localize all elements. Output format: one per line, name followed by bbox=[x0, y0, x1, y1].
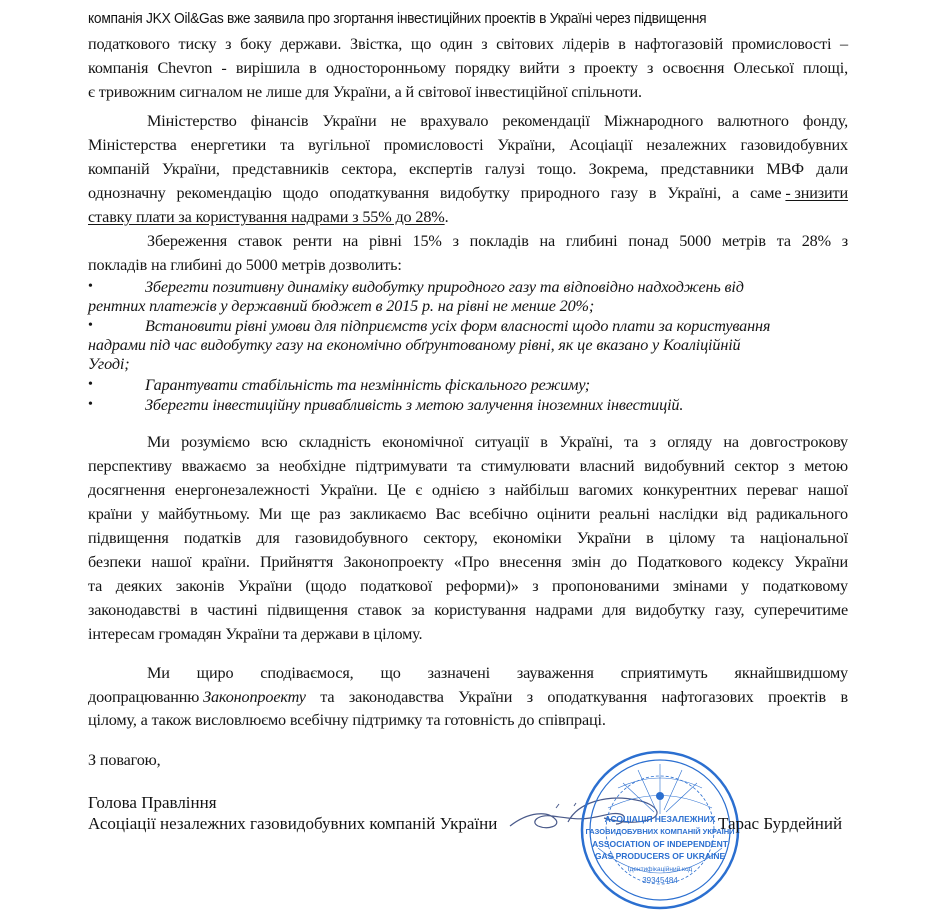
closing-greeting: З повагою, bbox=[88, 751, 161, 769]
rent-paragraph-line-2: покладів на глибині до 5000 метрів дозволить: bbox=[88, 256, 402, 274]
paragraph-2-end-period: . bbox=[444, 208, 449, 226]
paragraph-3-line-5: підвищення податків для газовидобувного сектору, економіки України в цілому та національної bbox=[88, 529, 848, 547]
paragraph-1-line-1: компанія JKX Oil&Gas вже заявила про згортання інвестиційних проектів в Україні через підвищення bbox=[88, 10, 707, 27]
paragraph-1-line-3: компанія Chevron - вирішила в односторонньому порядку вийти з проекту з освоєння Олеської площі, bbox=[88, 59, 848, 77]
paragraph-2-line-4-text: однозначну рекомендацію щодо оподаткування видобутку природного газу в Україні, а саме bbox=[88, 184, 782, 202]
paragraph-4-line-2-start: доопрацюванню bbox=[88, 688, 204, 706]
bullet-icon: • bbox=[88, 397, 93, 412]
rent-paragraph-line-1: Збереження ставок ренти на рівні 15% з покладів на глибині понад 5000 метрів та 28% з bbox=[147, 232, 848, 250]
bullet-2-line-2: надрами під час видобутку газу на економічно обґрунтованому рівні, як це вказано у Коаліційній bbox=[88, 336, 741, 354]
paragraph-2-line-1: Міністерство фінансів України не врахувало рекомендації Міжнародного валютного фонду, bbox=[147, 112, 848, 130]
paragraph-4-line-1: Ми щиро сподіваємося, що зазначені зауваження сприятимуть якнайшвидшому bbox=[147, 664, 848, 682]
paragraph-3-line-8: законодавстві в частині підвищення ставок за користування надрами для видобутку газу, суперечитиме bbox=[88, 601, 848, 619]
bill-italic-word: Законопроекту bbox=[203, 688, 306, 706]
paragraph-3-line-1: Ми розуміємо всю складність економічної ситуації в Україні, та з огляду на довгострокову bbox=[147, 433, 848, 451]
bullet-icon: • bbox=[88, 279, 93, 294]
bullet-4-line-1: Зберегти інвестиційну привабливість з метою залучення іноземних інвестицій. bbox=[145, 396, 684, 414]
paragraph-2-line-3: компаній України, представників сектора, експертів галузі тощо. Зокрема, представники МВФ дали bbox=[88, 160, 848, 178]
paragraph-3-line-3: досягнення енергонезалежності України. Це є однією з найбільш вагомих конкурентних переваг нашої bbox=[88, 481, 848, 499]
signatory-position: Голова Правління bbox=[88, 793, 217, 812]
paragraph-4-line-2-end: та законодавства України з оподаткування нафтогазових проектів в bbox=[305, 688, 848, 706]
paragraph-2-line-2: Міністерства енергетики та вугільної промисловості України, Асоціації незалежних газовидобувних bbox=[88, 136, 848, 154]
stamp-text-line-2: ГАЗОВИДОБУВНИХ КОМПАНІЙ УКРАЇНИ bbox=[585, 827, 735, 836]
stamp-id-label: Ідентифікаційний код bbox=[627, 866, 693, 873]
paragraph-1-line-4: є тривожним сигналом не лише для України, а й світової інвестиційної спільноти. bbox=[88, 83, 642, 101]
underlined-reduce-phrase: - знизити bbox=[785, 184, 848, 202]
signatory-organization: Асоціації незалежних газовидобувних компаній України bbox=[88, 814, 498, 833]
stamp-id-code: 39345484 bbox=[642, 876, 678, 885]
paragraph-2-line-4 bbox=[88, 183, 848, 203]
stamp-text-line-4: GAS PRODUCERS OF UKRAINE bbox=[594, 851, 726, 861]
bullet-2-line-1: Встановити рівні умови для підприємств усіх форм власності щодо плати за користування bbox=[145, 317, 771, 335]
paragraph-2-line-5 bbox=[88, 207, 848, 227]
bullet-icon: • bbox=[88, 377, 93, 392]
bullet-1-line-2: рентних платежів у державний бюджет в 2015 р. на рівні не менше 20%; bbox=[88, 297, 595, 315]
paragraph-3-line-2: перспективу вважаємо за необхідне підтримувати та стимулювати власний видобувний сектор з метою bbox=[88, 457, 848, 475]
paragraph-4-line-3: цілому, а також висловлюємо всебічну підтримку та готовність до співпраці. bbox=[88, 711, 606, 729]
paragraph-3-line-6: безпеки нашої країни. Прийняття Законопроекту «Про внесення змін до Податкового кодексу України bbox=[88, 553, 848, 571]
paragraph-3-line-9: інтересам громадян України та держави в цілому. bbox=[88, 625, 423, 643]
paragraph-3-line-4: країни у майбутньому. Ми ще раз закликаємо Вас всебічно оцінити реальні наслідки від радикального bbox=[88, 505, 848, 523]
bullet-3-line-1: Гарантувати стабільність та незмінність фіскального режиму; bbox=[145, 376, 590, 394]
paragraph-1-line-2: податкового тиску з боку держави. Звістка, що один з світових лідерів в нафтогазовій промисловості – bbox=[88, 35, 848, 53]
bullet-icon: • bbox=[88, 318, 93, 333]
paragraph-3-line-7: та деяких законів України (щодо податкової реформи)» з пропонованими змінами у податковому bbox=[88, 577, 848, 595]
bullet-2-line-3: Угоді; bbox=[88, 355, 130, 373]
paragraph-4-line-2 bbox=[88, 687, 848, 707]
underlined-rate-phrase: ставку плати за користування надрами з 55% до 28% bbox=[88, 208, 445, 226]
signatory-name: Тарас Бурдейний bbox=[718, 814, 843, 833]
bullet-1-line-1: Зберегти позитивну динаміку видобутку природного газу та відповідно надходжень від bbox=[145, 278, 744, 296]
stamp-text-line-1: АСОЦІАЦІЯ НЕЗАЛЕЖНИХ bbox=[604, 814, 716, 824]
stamp-text-line-3: ASSOCIATION OF INDEPENDENT bbox=[592, 839, 728, 849]
